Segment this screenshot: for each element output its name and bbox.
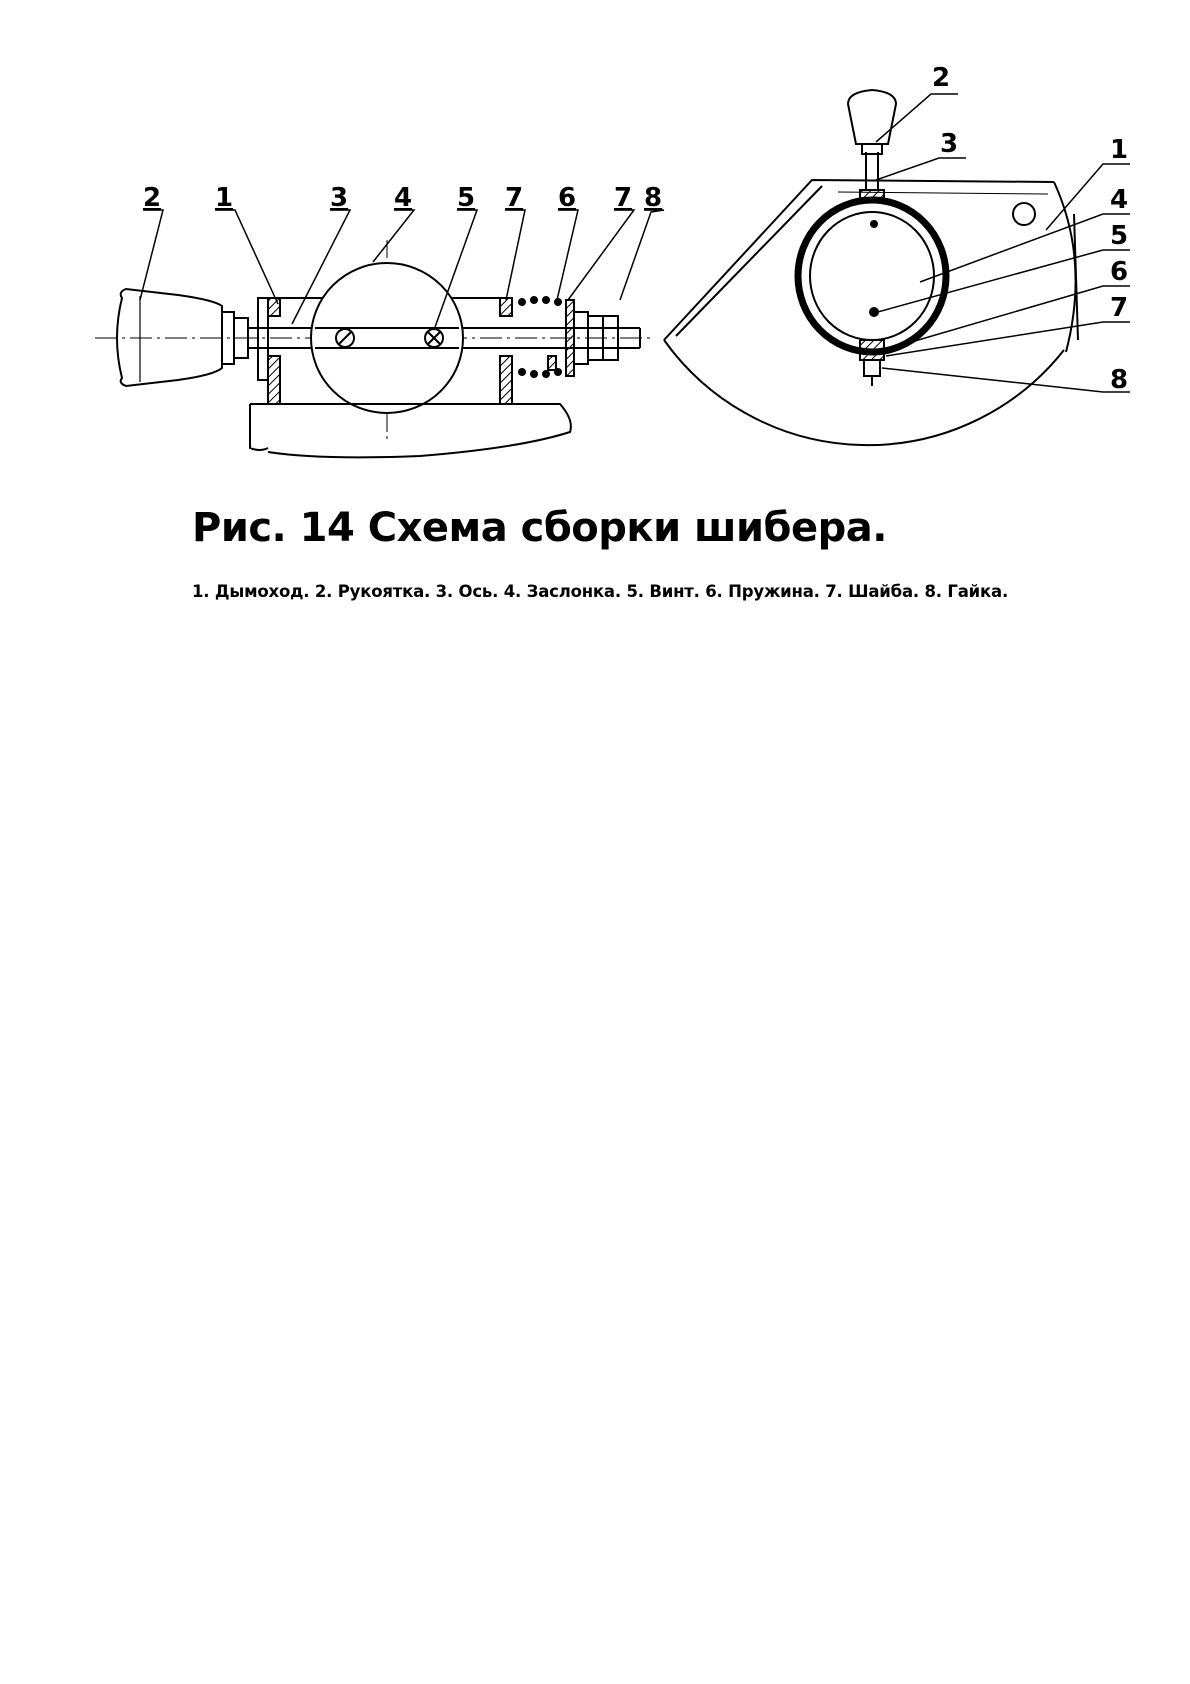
callout-side-4: 4 [394, 183, 413, 213]
callout-side-7a: 7 [505, 183, 524, 213]
callout-front-3: 3 [940, 129, 959, 159]
assembly-drawing [0, 0, 1190, 500]
callout-front-1: 1 [1110, 135, 1129, 165]
callout-front-4: 4 [1110, 185, 1129, 215]
callout-front-6: 6 [1110, 257, 1129, 287]
callout-side-7b: 7 [614, 183, 633, 213]
callout-side-5: 5 [457, 183, 476, 213]
callout-side-3: 3 [330, 183, 349, 213]
callout-front-8: 8 [1110, 365, 1129, 395]
callout-front-5: 5 [1110, 221, 1129, 251]
callout-front-7: 7 [1110, 293, 1129, 323]
side-view [95, 240, 655, 457]
front-view-callouts [932, 63, 1128, 395]
front-view [664, 90, 1078, 445]
callout-side-6: 6 [558, 183, 577, 213]
callout-side-8: 8 [644, 183, 663, 213]
side-view-callouts [143, 183, 662, 213]
figure-legend: 1. Дымоход. 2. Рукоятка. 3. Ось. 4. Заслонка. 5. Винт. 6. Пружина. 7. Шайба. 8. Гайка. [192, 582, 1009, 601]
callout-side-2: 2 [143, 183, 162, 213]
figure-caption: Рис. 14 Схема сборки шибера. [192, 505, 887, 551]
callout-front-2: 2 [932, 63, 951, 93]
callout-side-1: 1 [215, 183, 234, 213]
front-handle-shape [848, 90, 896, 144]
